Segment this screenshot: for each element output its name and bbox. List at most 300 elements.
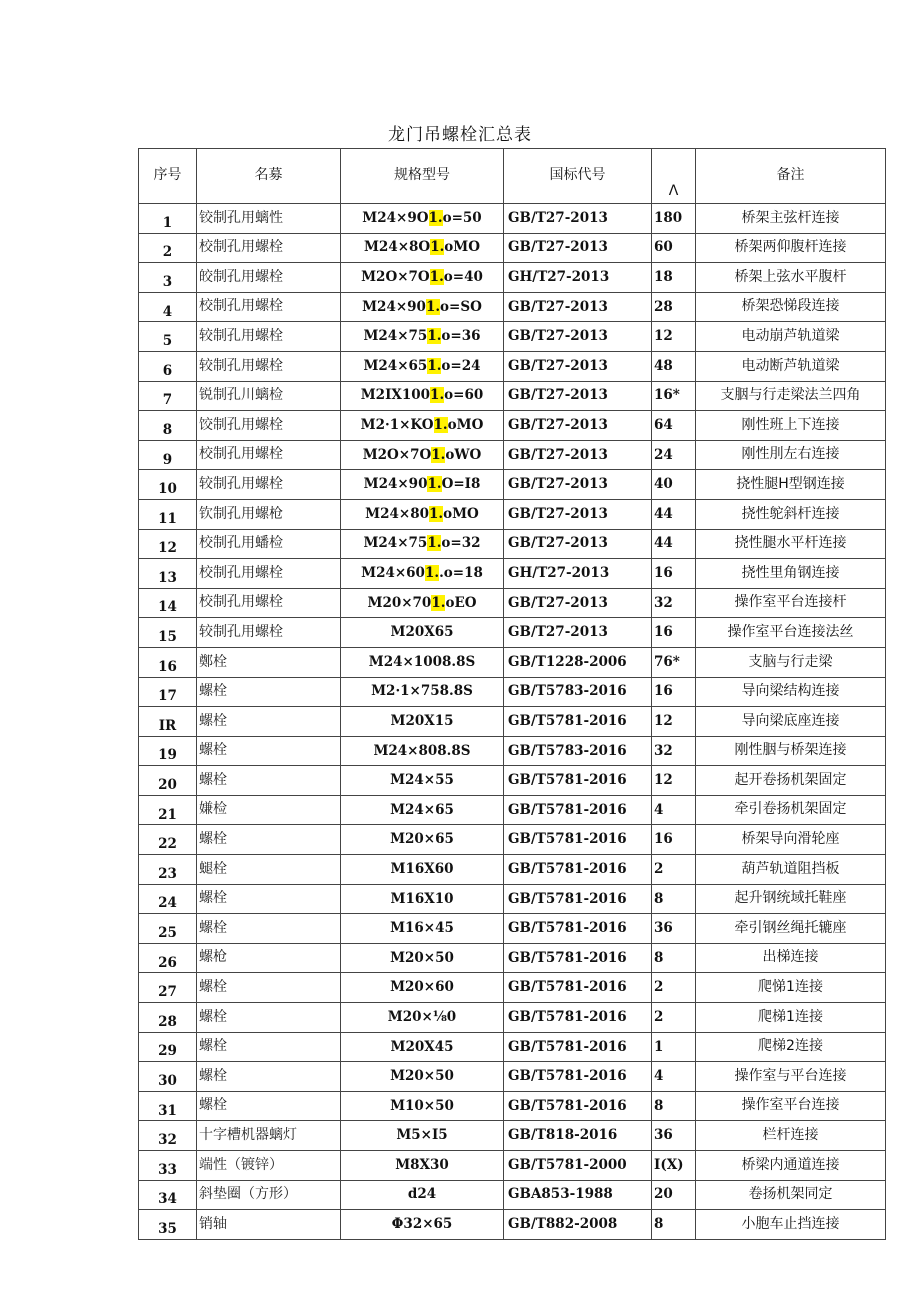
quantity: 48 — [652, 351, 696, 381]
item-name: 较制孔用螺栓 — [197, 618, 341, 648]
spec-highlight: 1. — [431, 594, 446, 611]
spec-text: M16X60 — [390, 860, 454, 877]
spec-text: M20×50 — [390, 1068, 454, 1085]
item-name: 较制孔用螺栓 — [197, 470, 341, 500]
table-row — [139, 559, 886, 589]
standard-code: GB/T5781-2016 — [504, 795, 652, 825]
spec-text: M24×75 — [363, 328, 428, 345]
spec-suffix: oMO — [444, 239, 480, 256]
header-row — [139, 149, 886, 204]
standard-code: GB/T5781-2016 — [504, 1091, 652, 1121]
table-row — [139, 825, 886, 855]
standard-code: GH/T27-2013 — [504, 559, 652, 589]
item-name: 螺栓 — [197, 707, 341, 737]
standard-code: GB/T5781-2016 — [504, 914, 652, 944]
spec-suffix: oMO — [447, 417, 484, 434]
spec-model — [341, 1151, 504, 1181]
row-number: 15 — [139, 618, 197, 648]
row-number: 5 — [139, 322, 197, 352]
spec-text: M20X45 — [390, 1038, 454, 1055]
table-row — [139, 766, 886, 796]
table-row — [139, 736, 886, 766]
item-name: 校制孔用螺栓 — [197, 440, 341, 470]
quantity: 16* — [652, 381, 696, 411]
spec-model — [341, 855, 504, 885]
spec-model — [341, 529, 504, 559]
spec-highlight: 1. — [429, 505, 444, 522]
table-row — [139, 411, 886, 441]
remark: 操作室平台连接 — [696, 1091, 886, 1121]
standard-code: GB/T27-2013 — [504, 529, 652, 559]
bolt-summary-table — [138, 148, 886, 1240]
standard-code: GB/T27-2013 — [504, 381, 652, 411]
table-row — [139, 855, 886, 885]
row-number: 23 — [139, 855, 197, 885]
remark: 葫芦轨道阻挡板 — [696, 855, 886, 885]
spec-model — [341, 766, 504, 796]
remark: 支胭与行走梁法兰四角 — [696, 381, 886, 411]
row-number: 21 — [139, 795, 197, 825]
table-row — [139, 1091, 886, 1121]
item-name: 皎制孔用螺栓 — [197, 263, 341, 293]
spec-model — [341, 204, 504, 234]
row-number: 22 — [139, 825, 197, 855]
standard-code: GB/T27-2013 — [504, 470, 652, 500]
table-row — [139, 1003, 886, 1033]
remark: 卷扬机架同定 — [696, 1180, 886, 1210]
row-number: 31 — [139, 1091, 197, 1121]
row-number: 3 — [139, 263, 197, 293]
spec-text: M24×65 — [390, 801, 454, 818]
quantity: 1 — [652, 1032, 696, 1062]
spec-model — [341, 292, 504, 322]
row-number: 14 — [139, 588, 197, 618]
header-no: 序号 — [139, 149, 197, 204]
item-name: 螺栓 — [197, 1091, 341, 1121]
item-name: 十字槽机器螭灯 — [197, 1121, 341, 1151]
remark: 桥架主弦杆连接 — [696, 204, 886, 234]
item-name: 螺枪 — [197, 943, 341, 973]
table-row — [139, 707, 886, 737]
spec-model — [341, 1180, 504, 1210]
row-number: 16 — [139, 647, 197, 677]
table-row — [139, 1032, 886, 1062]
standard-code: GB/T27-2013 — [504, 351, 652, 381]
spec-model — [341, 884, 504, 914]
remark: 挠性鸵斜杆连接 — [696, 499, 886, 529]
remark: 桥架上弦水平腹杆 — [696, 263, 886, 293]
spec-suffix: O=I8 — [441, 476, 481, 493]
quantity: 32 — [652, 588, 696, 618]
item-name: 螺栓 — [197, 766, 341, 796]
header-qty: Λ — [652, 149, 696, 204]
header-code: 国标代号 — [504, 149, 652, 204]
item-name: 销轴 — [197, 1210, 341, 1240]
spec-suffix: o=SO — [440, 298, 482, 315]
standard-code: GB/T27-2013 — [504, 292, 652, 322]
row-number: 8 — [139, 411, 197, 441]
spec-highlight: 1. — [433, 417, 448, 434]
row-number: 11 — [139, 499, 197, 529]
row-number: 9 — [139, 440, 197, 470]
remark: 桥梁内通道连接 — [696, 1151, 886, 1181]
spec-text: M5×I5 — [396, 1127, 448, 1144]
remark: 电动断芦轨道梁 — [696, 351, 886, 381]
spec-text: M20×60 — [390, 979, 454, 996]
table-row — [139, 1180, 886, 1210]
item-name: 嫌检 — [197, 795, 341, 825]
quantity: 8 — [652, 884, 696, 914]
spec-model — [341, 470, 504, 500]
spec-model — [341, 1032, 504, 1062]
quantity: 16 — [652, 825, 696, 855]
remark: 操作室平台连接杆 — [696, 588, 886, 618]
table-body — [139, 204, 886, 1240]
spec-model — [341, 677, 504, 707]
row-number: 1 — [139, 204, 197, 234]
row-number: 33 — [139, 1151, 197, 1181]
item-name: 螺栓 — [197, 677, 341, 707]
spec-model — [341, 322, 504, 352]
spec-suffix: oMO — [443, 505, 479, 522]
table-row — [139, 292, 886, 322]
table-row — [139, 322, 886, 352]
item-name: 锐制孔川螭检 — [197, 381, 341, 411]
table-row — [139, 795, 886, 825]
row-number: 25 — [139, 914, 197, 944]
standard-code: GB/T27-2013 — [504, 440, 652, 470]
row-number: 10 — [139, 470, 197, 500]
item-name: 端性（镀锌） — [197, 1151, 341, 1181]
quantity: 12 — [652, 322, 696, 352]
remark: 牵引卷扬机架固定 — [696, 795, 886, 825]
standard-code: GB/T5781-2016 — [504, 1003, 652, 1033]
remark: 导向梁底座连接 — [696, 707, 886, 737]
row-number: 24 — [139, 884, 197, 914]
spec-model — [341, 588, 504, 618]
spec-text: M8X30 — [395, 1156, 449, 1173]
remark: 出梯连接 — [696, 943, 886, 973]
remark: 爬梯1连接 — [696, 1003, 886, 1033]
standard-code: GB/T5781-2016 — [504, 1062, 652, 1092]
spec-highlight: 1. — [430, 387, 445, 404]
spec-suffix: o=50 — [442, 209, 482, 226]
spec-text: M24×8O — [363, 239, 431, 256]
spec-model — [341, 411, 504, 441]
spec-text: Φ32×65 — [391, 1216, 453, 1233]
table-row — [139, 973, 886, 1003]
item-name: 校制孔用螺栓 — [197, 233, 341, 263]
standard-code: GB/T5781-2016 — [504, 766, 652, 796]
spec-text: M20×⅛0 — [387, 1008, 457, 1025]
row-number: 34 — [139, 1180, 197, 1210]
row-number: 12 — [139, 529, 197, 559]
item-name: 螺栓 — [197, 1032, 341, 1062]
quantity: 18 — [652, 263, 696, 293]
table-row — [139, 204, 886, 234]
row-number: 7 — [139, 381, 197, 411]
remark: 刚性胭与桥架连接 — [696, 736, 886, 766]
table-row — [139, 647, 886, 677]
spec-highlight: 1. — [431, 446, 446, 463]
remark: 电动崩芦轨道梁 — [696, 322, 886, 352]
item-name: 螺栓 — [197, 1062, 341, 1092]
quantity: 60 — [652, 233, 696, 263]
standard-code: GB/T5781-2016 — [504, 1032, 652, 1062]
spec-text: M24×1008.8S — [368, 653, 476, 670]
table-row — [139, 263, 886, 293]
quantity: 8 — [652, 943, 696, 973]
spec-text: M2·1×758.8S — [371, 683, 473, 700]
spec-text: d24 — [407, 1186, 437, 1203]
remark: 起开卷扬机架固定 — [696, 766, 886, 796]
table-row — [139, 677, 886, 707]
remark: 挠性里角钢连接 — [696, 559, 886, 589]
item-name: 铰制孔用螭性 — [197, 204, 341, 234]
quantity: 16 — [652, 618, 696, 648]
spec-model — [341, 1003, 504, 1033]
spec-suffix: oWO — [445, 446, 482, 463]
standard-code: GB/T27-2013 — [504, 411, 652, 441]
table-row — [139, 1062, 886, 1092]
spec-suffix: .o=18 — [439, 565, 483, 581]
spec-model — [341, 618, 504, 648]
row-number: 30 — [139, 1062, 197, 1092]
header-spec: 规格型号 — [341, 149, 504, 204]
spec-suffix: o=60 — [444, 387, 484, 404]
quantity: 4 — [652, 1062, 696, 1092]
table-row — [139, 233, 886, 263]
spec-text: M20×50 — [390, 949, 454, 966]
header-name: 名募 — [197, 149, 341, 204]
spec-highlight: 1. — [430, 239, 445, 256]
spec-text: M20X65 — [390, 624, 454, 641]
standard-code: GB/T27-2013 — [504, 618, 652, 648]
spec-suffix: o=40 — [443, 269, 483, 286]
spec-text: M2O×7O — [361, 269, 430, 286]
remark: 牵引钢丝绳托辘座 — [696, 914, 886, 944]
quantity: 64 — [652, 411, 696, 441]
quantity: 2 — [652, 855, 696, 885]
spec-model — [341, 1210, 504, 1240]
spec-suffix: o=32 — [441, 535, 481, 552]
spec-model — [341, 1121, 504, 1151]
item-name: 螁栓 — [197, 855, 341, 885]
spec-text: M2IX100 — [360, 387, 431, 404]
spec-model — [341, 973, 504, 1003]
quantity: 2 — [652, 973, 696, 1003]
spec-model — [341, 707, 504, 737]
standard-code: GB/T5781-2016 — [504, 884, 652, 914]
spec-text: M24×65 — [363, 357, 428, 374]
standard-code: GBA853-1988 — [504, 1180, 652, 1210]
standard-code: GB/T5783-2016 — [504, 677, 652, 707]
item-name: 饺制孔用螺栓 — [197, 411, 341, 441]
spec-text: M16X10 — [390, 890, 454, 907]
row-number: 13 — [139, 559, 197, 589]
spec-suffix: oEO — [445, 594, 477, 611]
quantity: 20 — [652, 1180, 696, 1210]
quantity: 76* — [652, 647, 696, 677]
quantity: 40 — [652, 470, 696, 500]
item-name: 螺栓 — [197, 884, 341, 914]
standard-code: GB/T1228-2006 — [504, 647, 652, 677]
spec-text: M20×65 — [390, 831, 454, 848]
standard-code: GH/T27-2013 — [504, 263, 652, 293]
spec-highlight: 1. — [427, 535, 442, 552]
spec-model — [341, 233, 504, 263]
table-row — [139, 381, 886, 411]
remark: 挠性腿水平杆连接 — [696, 529, 886, 559]
remark: 操作室与平台连接 — [696, 1062, 886, 1092]
standard-code: GB/T5781-2016 — [504, 943, 652, 973]
spec-highlight: 1. — [429, 269, 444, 286]
row-number: 6 — [139, 351, 197, 381]
spec-text: M24×75 — [363, 535, 428, 552]
spec-highlight: 1. — [427, 357, 442, 374]
item-name: 斜垫圈（方形） — [197, 1180, 341, 1210]
table-row — [139, 440, 886, 470]
spec-text: M2·1×KO — [360, 417, 434, 434]
spec-text: M20X15 — [390, 712, 454, 729]
spec-model — [341, 736, 504, 766]
row-number: 20 — [139, 766, 197, 796]
quantity: 44 — [652, 529, 696, 559]
standard-code: GB/T5783-2016 — [504, 736, 652, 766]
item-name: 螺栓 — [197, 736, 341, 766]
spec-model — [341, 647, 504, 677]
item-name: 校制孔用螺栓 — [197, 588, 341, 618]
remark: 操作室平台连接法丝 — [696, 618, 886, 648]
remark: 挠性腿H型钢连接 — [696, 470, 886, 500]
quantity: 16 — [652, 677, 696, 707]
row-number: 29 — [139, 1032, 197, 1062]
row-number: 4 — [139, 292, 197, 322]
quantity: 8 — [652, 1091, 696, 1121]
spec-text: M2O×7O — [362, 446, 432, 463]
row-number: 28 — [139, 1003, 197, 1033]
row-number: IR — [139, 707, 197, 737]
table-row — [139, 1151, 886, 1181]
row-number: 2 — [139, 233, 197, 263]
spec-model — [341, 914, 504, 944]
spec-model — [341, 263, 504, 293]
spec-model — [341, 825, 504, 855]
spec-text: M24×80 — [365, 505, 430, 522]
spec-highlight: 1. — [425, 298, 441, 315]
row-number: 19 — [139, 736, 197, 766]
spec-model — [341, 381, 504, 411]
item-name: 较制孔用螺栓 — [197, 322, 341, 352]
remark: 爬悌1连接 — [696, 973, 886, 1003]
standard-code: GB/T5781-2016 — [504, 855, 652, 885]
table-row — [139, 588, 886, 618]
row-number: 32 — [139, 1121, 197, 1151]
item-name: 校制孔用螺栓 — [197, 292, 341, 322]
remark: 支脑与行走梁 — [696, 647, 886, 677]
standard-code: GB/T27-2013 — [504, 233, 652, 263]
table-row — [139, 351, 886, 381]
spec-model — [341, 1062, 504, 1092]
remark: 刚性刖左右连接 — [696, 440, 886, 470]
spec-highlight: 1. — [424, 565, 440, 581]
spec-highlight: 1. — [428, 209, 443, 226]
item-name: 螺栓 — [197, 973, 341, 1003]
row-number: 26 — [139, 943, 197, 973]
quantity: 36 — [652, 914, 696, 944]
remark: 导向梁结构连接 — [696, 677, 886, 707]
quantity: 32 — [652, 736, 696, 766]
quantity: I(X) — [652, 1151, 696, 1181]
remark: 桥架两仰腹杆连接 — [696, 233, 886, 263]
standard-code: GB/T27-2013 — [504, 322, 652, 352]
quantity: 36 — [652, 1121, 696, 1151]
spec-text: M24×9O — [362, 209, 429, 226]
table-row — [139, 943, 886, 973]
standard-code: GB/T27-2013 — [504, 204, 652, 234]
spec-text: M24×90 — [362, 298, 426, 315]
spec-model — [341, 440, 504, 470]
quantity: 4 — [652, 795, 696, 825]
remark: 爬梯2连接 — [696, 1032, 886, 1062]
row-number: 27 — [139, 973, 197, 1003]
table-row — [139, 618, 886, 648]
quantity: 180 — [652, 204, 696, 234]
spec-text: M24×90 — [363, 476, 428, 493]
item-name: 校制孔用螺栓 — [197, 559, 341, 589]
quantity: 44 — [652, 499, 696, 529]
remark: 刚性班上下连接 — [696, 411, 886, 441]
spec-model — [341, 943, 504, 973]
standard-code: GB/T5781-2016 — [504, 707, 652, 737]
spec-model — [341, 351, 504, 381]
remark: 起升钢统域托鞋座 — [696, 884, 886, 914]
standard-code: GB/T5781-2016 — [504, 825, 652, 855]
spec-suffix: o=36 — [441, 328, 481, 345]
table-title: 龙门吊螺栓汇总表 — [388, 125, 532, 145]
table-row — [139, 884, 886, 914]
spec-suffix: o=24 — [441, 357, 481, 374]
table-row — [139, 1121, 886, 1151]
table-row — [139, 914, 886, 944]
standard-code: GB/T818-2016 — [504, 1121, 652, 1151]
spec-highlight: 1. — [427, 328, 442, 345]
row-number: 35 — [139, 1210, 197, 1240]
spec-text: M20×70 — [367, 594, 432, 611]
spec-text: M24×60 — [361, 565, 425, 581]
spec-model — [341, 499, 504, 529]
item-name: 鄭栓 — [197, 647, 341, 677]
quantity: 12 — [652, 707, 696, 737]
spec-highlight: 1. — [427, 476, 442, 493]
standard-code: GB/T27-2013 — [504, 499, 652, 529]
quantity: 28 — [652, 292, 696, 322]
item-name: 校制孔用蟠检 — [197, 529, 341, 559]
standard-code: GB/T5781-2000 — [504, 1151, 652, 1181]
quantity: 12 — [652, 766, 696, 796]
table-row — [139, 499, 886, 529]
quantity: 2 — [652, 1003, 696, 1033]
table-row — [139, 529, 886, 559]
table-row — [139, 1210, 886, 1240]
row-number: 17 — [139, 677, 197, 707]
spec-text: M24×55 — [390, 772, 454, 789]
remark: 小胞车止挡连接 — [696, 1210, 886, 1240]
item-name: 钦制孔用螺枪 — [197, 499, 341, 529]
spec-text: M16×45 — [390, 920, 454, 937]
quantity: 24 — [652, 440, 696, 470]
quantity: 16 — [652, 559, 696, 589]
